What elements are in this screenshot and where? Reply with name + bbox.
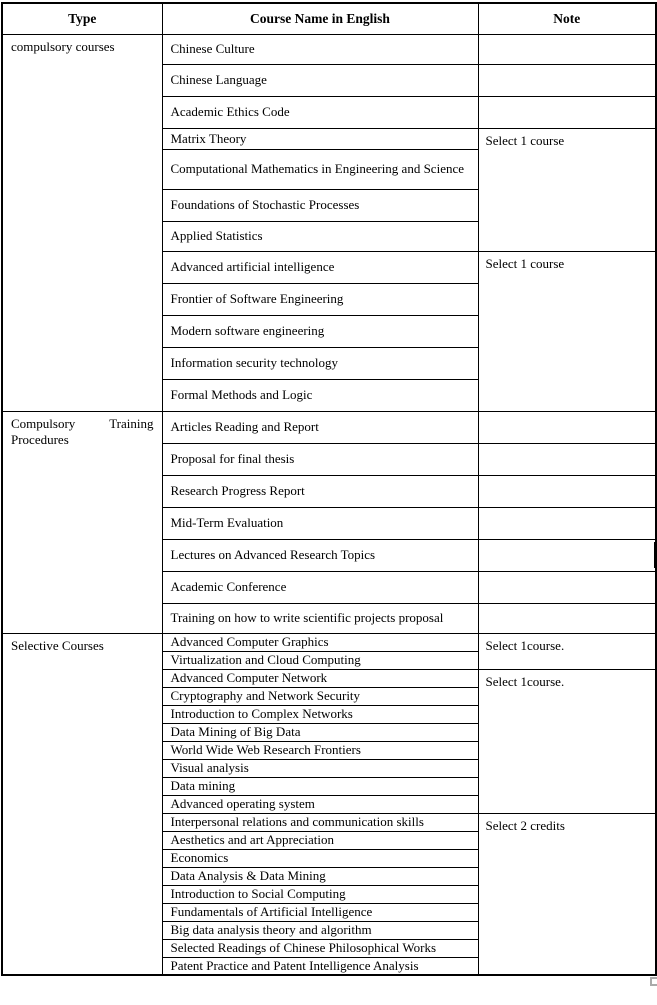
note-cell [478,34,656,64]
note-cell: Select 1 course [478,251,656,411]
course-cell: Interpersonal relations and communication skills [162,813,478,831]
column-header-course-name-in-english: Course Name in English [162,3,478,34]
type-cell-compulsory-courses: compulsory courses [2,34,162,411]
note-cell: Select 1course. [478,633,656,669]
header-row [2,3,656,34]
note-cell [478,411,656,443]
course-cell: Fundamentals of Artificial Intelligence [162,903,478,921]
course-cell: Selected Readings of Chinese Philosophical Works [162,939,478,957]
course-cell: Introduction to Complex Networks [162,705,478,723]
course-cell: Virtualization and Cloud Computing [162,651,478,669]
course-cell: Proposal for final thesis [162,443,478,475]
course-cell: Modern software engineering [162,315,478,347]
course-cell: Advanced artificial intelligence [162,251,478,283]
course-cell: Information security technology [162,347,478,379]
note-cell [478,571,656,603]
column-header-note: Note [478,3,656,34]
course-cell: Visual analysis [162,759,478,777]
note-cell [478,603,656,633]
course-cell: Articles Reading and Report [162,411,478,443]
course-cell: Introduction to Social Computing [162,885,478,903]
course-cell: Cryptography and Network Security [162,687,478,705]
course-cell: Chinese Culture [162,34,478,64]
course-cell: Mid-Term Evaluation [162,507,478,539]
course-cell: Matrix Theory [162,128,478,149]
course-cell: Aesthetics and art Appreciation [162,831,478,849]
course-cell: Advanced operating system [162,795,478,813]
note-cell: Select 1course. [478,669,656,813]
course-cell: World Wide Web Research Frontiers [162,741,478,759]
note-cell [478,475,656,507]
table-row [2,411,656,443]
course-cell: Foundations of Stochastic Processes [162,189,478,221]
note-cell: Select 1 course [478,128,656,251]
table-row [2,34,656,64]
course-cell: Frontier of Software Engineering [162,283,478,315]
course-cell: Academic Ethics Code [162,96,478,128]
note-cell [478,64,656,96]
course-cell: Data Mining of Big Data [162,723,478,741]
note-cell [478,507,656,539]
course-cell: Big data analysis theory and algorithm [162,921,478,939]
course-cell: Training on how to write scientific projects proposal [162,603,478,633]
course-table [1,2,657,976]
course-cell: Chinese Language [162,64,478,96]
note-cell [478,539,656,571]
note-cell [478,443,656,475]
course-cell: Computational Mathematics in Engineering and Science [162,149,478,189]
table-row [2,633,656,651]
note-cell [478,96,656,128]
course-cell: Data mining [162,777,478,795]
course-cell: Patent Practice and Patent Intelligence Analysis [162,957,478,975]
type-cell-selective-courses: Selective Courses [2,633,162,975]
course-cell: Data Analysis & Data Mining [162,867,478,885]
column-header-type: Type [2,3,162,34]
course-cell: Research Progress Report [162,475,478,507]
course-cell: Advanced Computer Graphics [162,633,478,651]
course-cell: Applied Statistics [162,221,478,251]
course-cell: Formal Methods and Logic [162,379,478,411]
course-cell: Lectures on Advanced Research Topics [162,539,478,571]
note-cell: Select 2 credits [478,813,656,975]
table-resize-handle[interactable] [650,977,657,986]
course-cell: Academic Conference [162,571,478,603]
type-cell-compulsory-training-procedures: Compulsory Training Procedures [2,411,162,633]
course-cell: Economics [162,849,478,867]
course-cell: Advanced Computer Network [162,669,478,687]
